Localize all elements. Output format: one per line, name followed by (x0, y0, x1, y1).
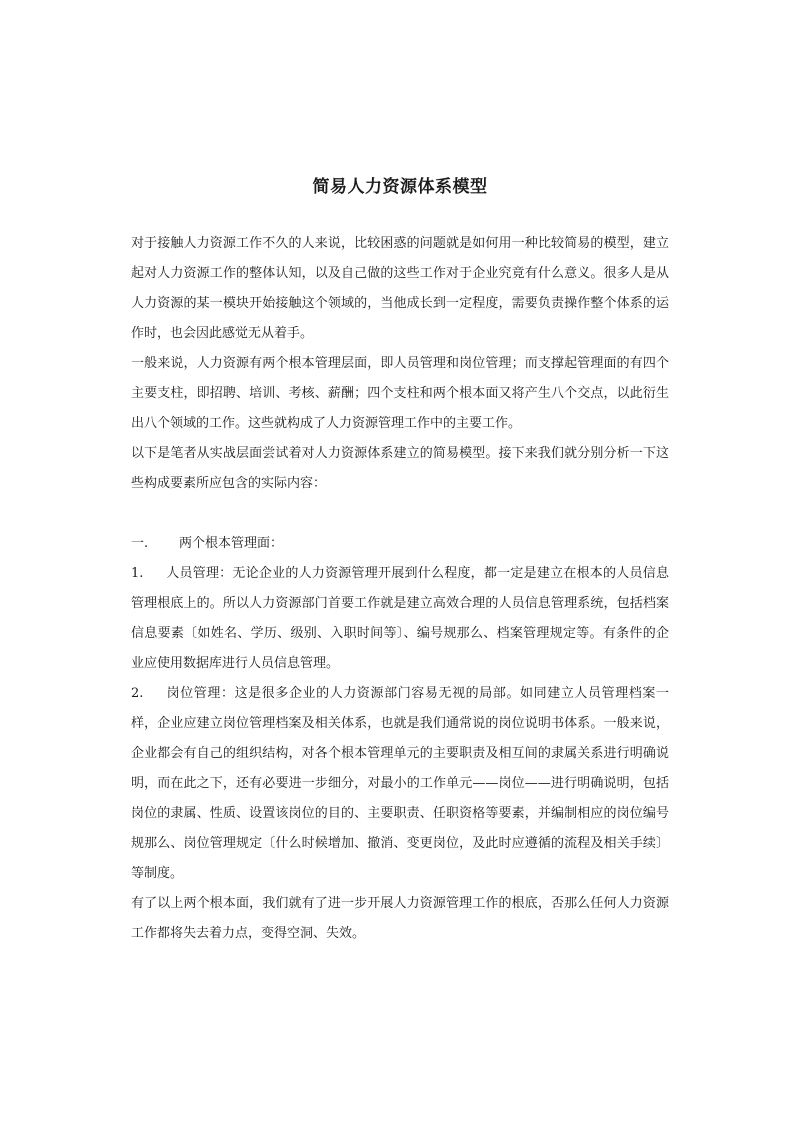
document-body (131, 229, 669, 949)
document-title: 简易人力资源体系模型 (312, 177, 488, 197)
list-item-text: 岗位管理：这是很多企业的人力资源部门容易无视的局部。如同建立人员管理档案一样，企业应建立岗位管理档案及相关体系，也就是我们通常说的岗位说明书体系。一般来说，企业都会有自己的组织结构，对各个根本管理单元的主要职责及相互间的隶属关系进行明确说明，而在此之下，还有必要进一步细分，对最小的工作单元——岗位——进行明确说明，包括岗位的隶属、性质、设置该岗位的目的、主要职责、任职资格等要素，并编制相应的岗位编号规那么、岗位管理规定〔什么时候增加、撤消、变更岗位，及此时应遵循的流程及相关手续〕等制度。 (131, 686, 669, 881)
list-item-number: 2. (131, 686, 144, 701)
list-item-text: 人员管理：无论企业的人力资源管理开展到什么程度，都一定是建立在根本的人员信息管理根底上的。所以人力资源部门首要工作就是建立高效合理的人员信息管理系统，包括档案信息要素〔如姓名、学历、级别、入职时间等〕、编号规那么、档案管理规定等。有条件的企业应使用数据库进行人员信息管理。 (131, 566, 669, 671)
blank-line (131, 499, 669, 529)
list-item-1 (131, 559, 669, 679)
section-heading-text: 两个根本管理面： (179, 536, 284, 551)
intro-paragraph-2: 一般来说，人力资源有两个根本管理层面，即人员管理和岗位管理；而支撑起管理面的有四个主要支柱，即招聘、培训、考核、薪酬；四个支柱和两个根本面又将产生八个交点，以此衍生出八个领域的工作。这些就构成了人力资源管理工作中的主要工作。 (131, 356, 669, 431)
section-number: 一. (131, 536, 149, 551)
intro-paragraph-3: 以下是笔者从实战层面尝试着对人力资源体系建立的简易模型。接下来我们就分别分析一下这些构成要素所应包含的实际内容： (131, 446, 669, 491)
section-heading (131, 529, 669, 559)
conclusion-paragraph: 有了以上两个根本面，我们就有了进一步开展人力资源管理工作的根底，否那么任何人力资源工作都将失去着力点，变得空洞、失效。 (131, 896, 669, 941)
list-item-number: 1. (131, 566, 144, 581)
intro-paragraph-1: 对于接触人力资源工作不久的人来说，比较困惑的问题就是如何用一种比较简易的模型，建立起对人力资源工作的整体认知，以及自己做的这些工作对于企业究竟有什么意义。很多人是从人力资源的某一模块开始接触这个领域的，当他成长到一定程度，需要负责操作整个体系的运作时，也会因此感觉无从着手。 (131, 236, 669, 341)
list-item-2 (131, 679, 669, 889)
